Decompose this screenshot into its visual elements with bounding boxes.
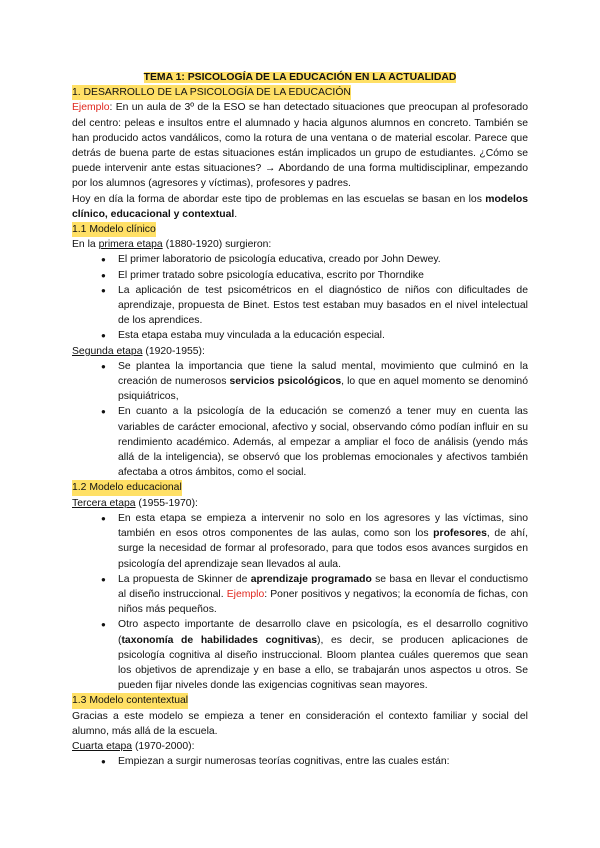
- list-item: ● El primer laboratorio de psicología educativa, creado por John Dewey.: [118, 252, 528, 267]
- list-item-text: , lo que en aquel momento se denominó psiquiátricos,: [118, 376, 528, 403]
- list-item-bold: servicios psicológicos: [229, 376, 342, 388]
- model-educacional-heading: 1.2 Modelo educacional: [72, 480, 182, 495]
- segunda-etapa-line: [72, 344, 528, 359]
- example-paragraph: [72, 100, 528, 191]
- intro-bold: modelos clínico, educacional y contextual: [72, 193, 528, 220]
- model-clinico-section: [72, 222, 528, 480]
- list-item-text: Otro aspecto importante de desarrollo clave en psicología, es el desarrollo cognitivo (: [118, 619, 528, 646]
- segunda-etapa-list: [72, 359, 528, 481]
- list-item: [118, 359, 528, 405]
- list-item: ● La aplicación de test psicométricos en el diagnóstico de niños con dificultades de aprendizaje, propuesta de Binet. Estos test estaban muy basados en el nivel intelectual de los aprendices.: [118, 283, 528, 329]
- segunda-etapa-name: Segunda etapa: [72, 345, 143, 357]
- example-label: Ejemplo: [72, 102, 110, 114]
- primera-etapa-line: [72, 237, 528, 252]
- example-label: Ejemplo: [226, 588, 265, 600]
- list-item-text: Se plantea la importancia que tiene la salud mental, movimiento que culminó en la creación de numerosos: [118, 360, 528, 388]
- list-item-bold: aprendizaje programado: [250, 573, 372, 585]
- model-educacional-section: [72, 480, 528, 693]
- document-title: [72, 70, 528, 85]
- section-1-heading: 1. DESARROLLO DE LA PSICOLOGÍA DE LA EDUCACIÓN: [72, 85, 351, 100]
- list-item: ● Esta etapa estaba muy vinculada a la educación especial.: [118, 328, 528, 343]
- primera-etapa-prefix: En la: [72, 239, 99, 251]
- primera-etapa-list: [72, 252, 528, 343]
- tercera-etapa-list: [72, 511, 528, 693]
- primera-etapa-suffix: (1880-1920) surgieron:: [162, 239, 272, 251]
- list-item-text: se basa en llevar el conductismo al diseño instruccional.: [118, 573, 528, 600]
- section-1: [72, 85, 528, 222]
- list-item: ● En cuanto a la psicología de la educación se comenzó a tener muy en cuenta las variables de carácter emocional, afectivo y social, observando cómo podían influir en su rendimiento académico. Además, al empezar a ampliar el foco de análisis (yendo más allá de la inteligencia), se observó que los problemas emocionales y afectivos también afectaba a otros ámbitos, como el social.: [118, 404, 528, 480]
- list-item: [118, 511, 528, 572]
- cuarta-etapa-list: [72, 754, 528, 769]
- list-item-bold: profesores: [433, 528, 487, 540]
- cuarta-etapa-name: Cuarta etapa: [72, 740, 133, 752]
- example-text: : En un aula de 3º de la ESO se han detectado situaciones que preocupan al profesorado del centro: peleas e insultos entre el alumnado y hacia algunos alumnos en concreto. También se han producido actos vandálicos, como la rotura de una ventana o de material escolar. Parece que detrás de buena parte de estas situaciones están implicados un grupo de estudiantes. ¿Cómo se puede intervenir ante estas situaciones? → Abordando de una forma multidisciplinar, empezando por los alumnos (agresores y víctimas), profesores y padres.: [72, 102, 528, 190]
- document-title-text: TEMA 1: PSICOLOGÍA DE LA EDUCACIÓN EN LA ACTUALIDAD: [143, 72, 457, 83]
- list-item-text: ), es decir, se producen aplicaciones de psicología cognitiva al diseño instruccional. Bloom plantea cuáles queremos que sean los objetivos de aprendizaje y en base a ello, se trabajarán unos aspectos u otros. Se pueden fijar niveles donde las exigencias cognitivas sean mayores.: [118, 634, 528, 692]
- list-item-text: : Poner positivos y negativos; la economía de fichas, con niños más pequeños.: [118, 588, 528, 616]
- model-contextual-text: Gracias a este modelo se empieza a tener en consideración el contexto familiar y social del alumno, más allá de la escuela.: [72, 710, 528, 737]
- list-item: ● Empiezan a surgir numerosas teorías cognitivas, entre las cuales están:: [118, 754, 528, 769]
- list-item: [118, 617, 528, 693]
- segunda-etapa-suffix: (1920-1955):: [142, 345, 205, 357]
- intro-paragraph: [72, 192, 528, 222]
- list-item-text: , de ahí, surge la necesidad de formar al profesorado, para que todos esos avances surgidos en psicología del aprendizaje sean llevados al aula.: [118, 528, 528, 570]
- tercera-etapa-line: [72, 496, 528, 511]
- intro-text: Hoy en día la forma de abordar este tipo de problemas en las escuelas se basan en los: [72, 193, 486, 205]
- model-clinico-heading: 1.1 Modelo clínico: [72, 222, 156, 237]
- cuarta-etapa-suffix: (1970-2000):: [132, 740, 195, 752]
- cuarta-etapa-line: [72, 739, 528, 754]
- list-item-text: En esta etapa se empieza a intervenir no solo en los agresores y las víctimas, sino también en esos otros componentes de las aulas, como son los: [118, 512, 528, 540]
- model-contextual-heading: 1.3 Modelo contentextual: [72, 693, 188, 708]
- tercera-etapa-name: Tercera etapa: [72, 497, 136, 509]
- primera-etapa-name: primera etapa: [98, 239, 163, 251]
- intro-end: .: [234, 208, 238, 220]
- tercera-etapa-suffix: (1955-1970):: [135, 497, 198, 509]
- list-item: [118, 572, 528, 618]
- model-contextual-section: [72, 693, 528, 769]
- list-item-bold: taxonomía de habilidades cognitivas: [121, 634, 318, 646]
- list-item-text: La propuesta de Skinner de: [118, 573, 251, 585]
- list-item: ● El primer tratado sobre psicología educativa, escrito por Thorndike: [118, 268, 528, 283]
